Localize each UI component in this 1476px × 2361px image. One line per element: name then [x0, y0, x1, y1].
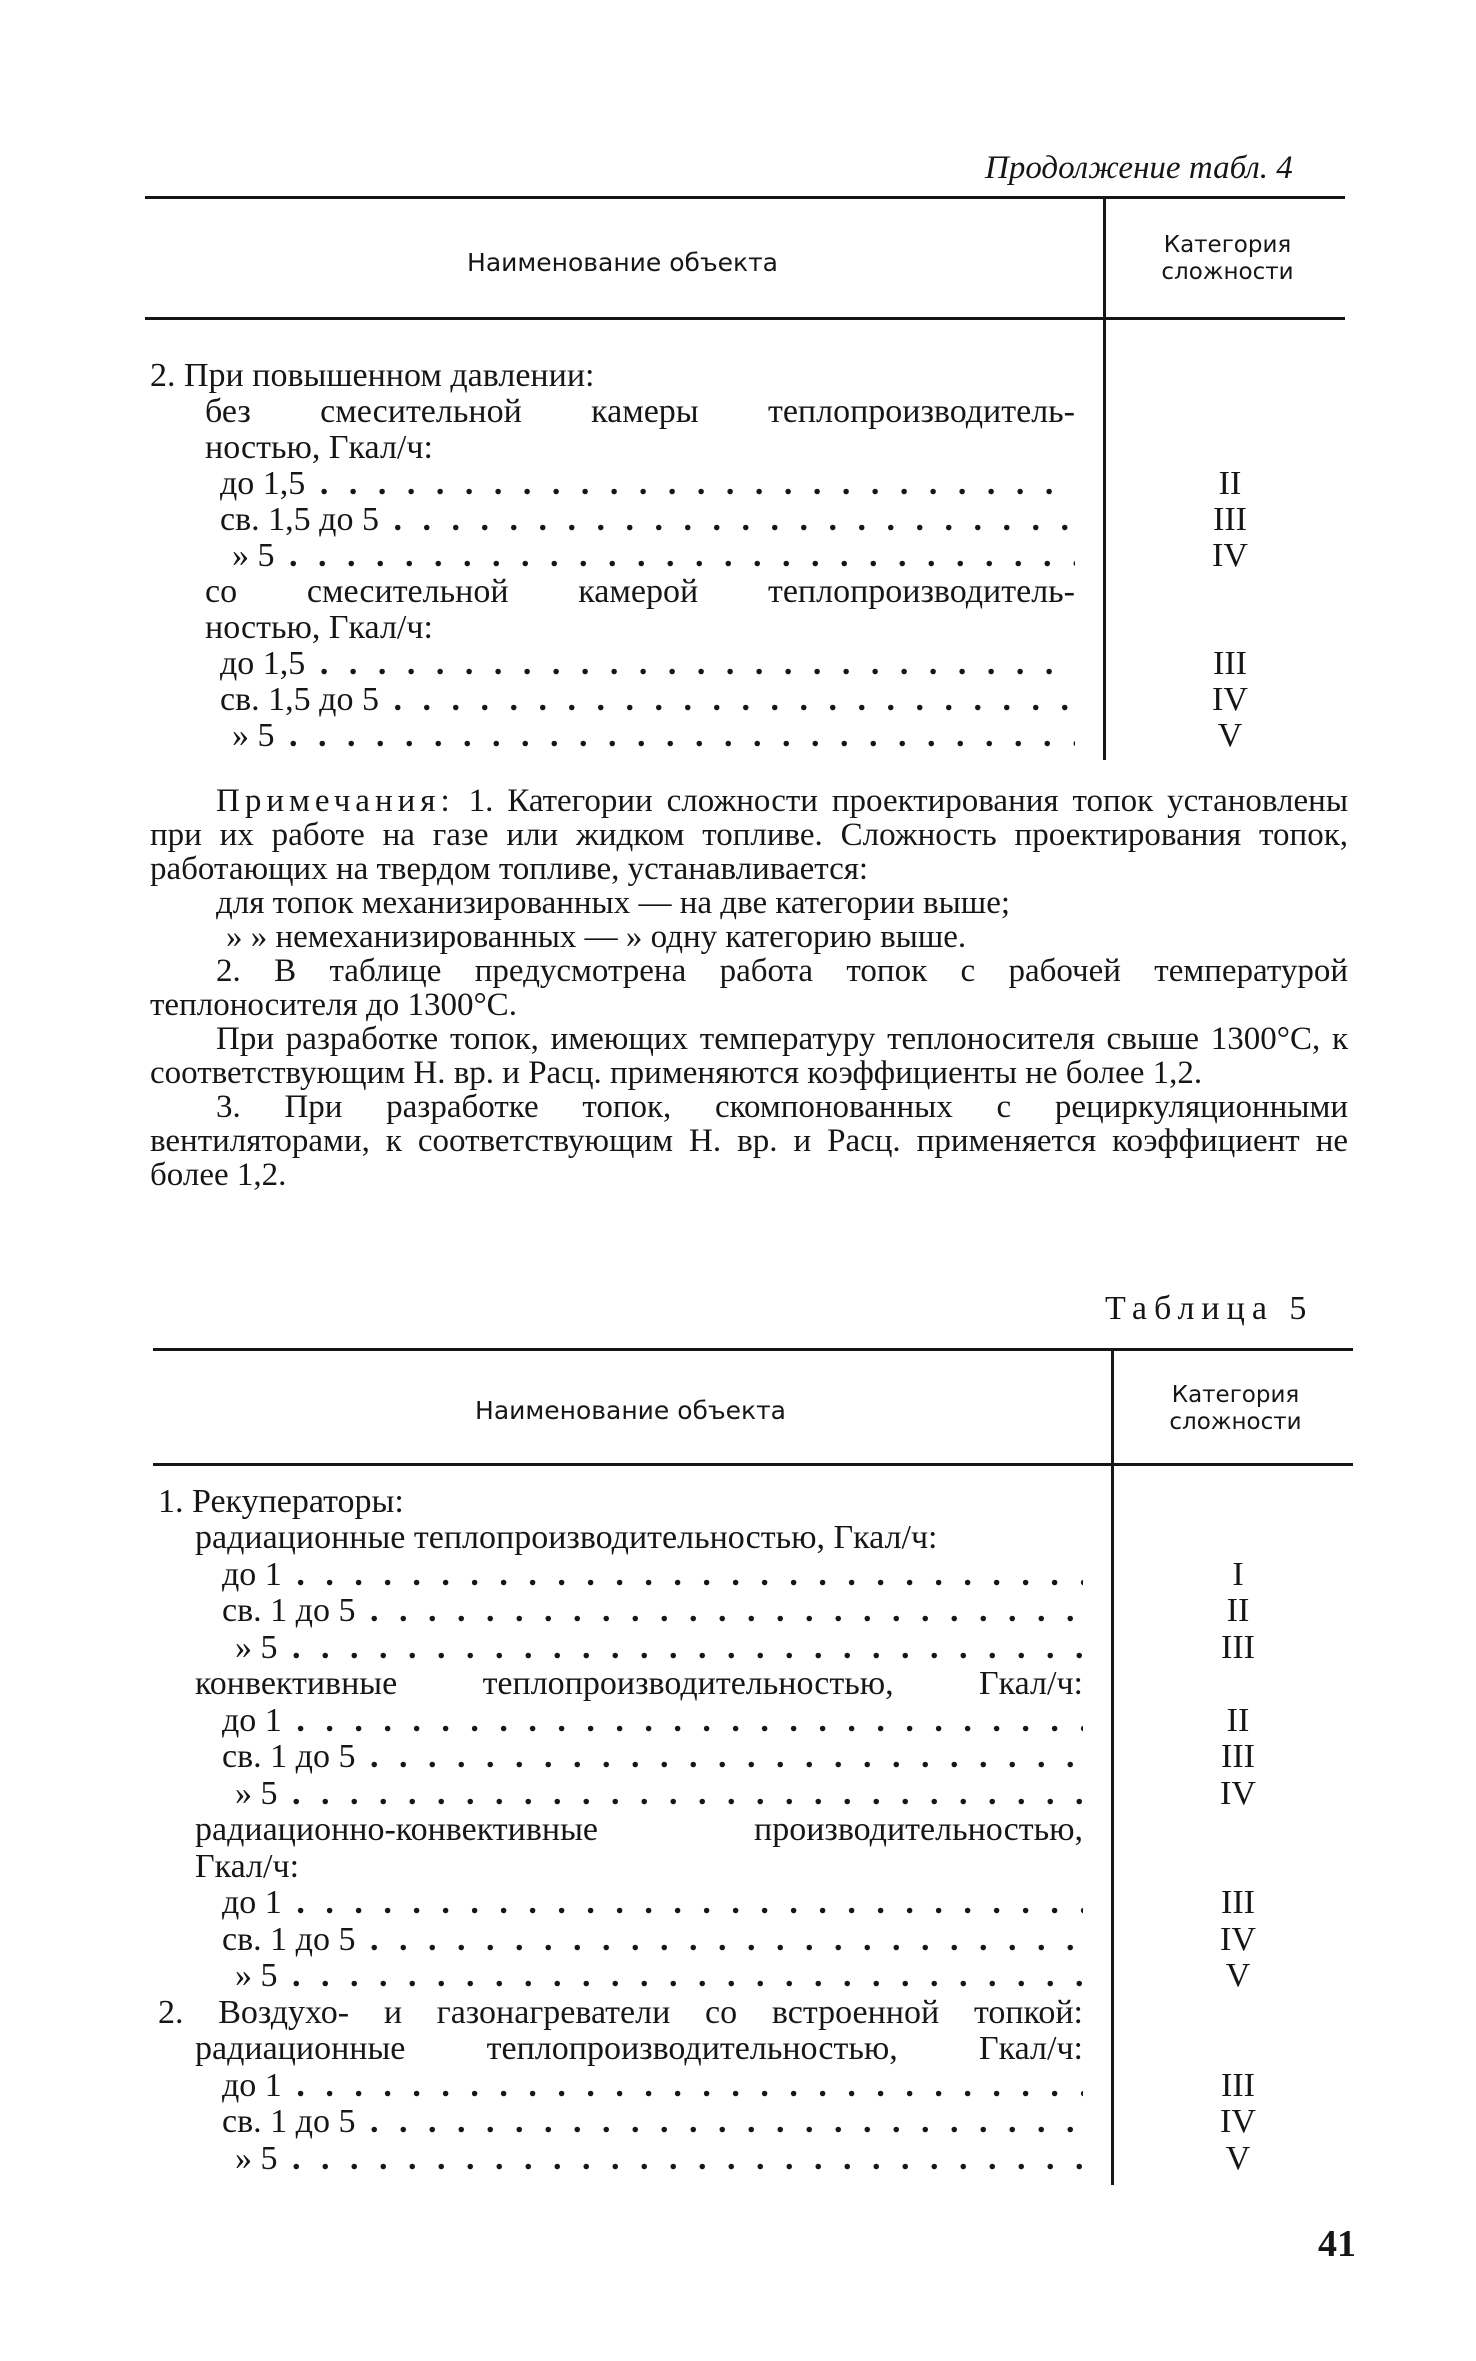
- table-row: » 5 . . .: [235, 1776, 1083, 1812]
- table-row: радиационные теплопроизводительностью, Гкал/ч:: [195, 1520, 938, 1556]
- table-row: св. 1 до 5 . . .: [222, 2104, 1083, 2140]
- table-row: » 5 . . .: [232, 538, 1075, 574]
- note-3: 3. При разработке топок, скомпонованных с рециркуляционными вентиляторами, к соответствующим Н. вр. и Расц. применяется коэффициент не более 1,2.: [150, 1089, 1348, 1193]
- table4-header-rule: [145, 317, 1345, 320]
- table-row: до 1,5 . . .: [220, 646, 1075, 682]
- table-row: со смесительной камерой теплопроизводитель-: [205, 574, 1075, 610]
- category-cell: III: [1213, 645, 1247, 682]
- table5-column-divider: [1111, 1350, 1114, 2185]
- table-row: ностью, Гкал/ч:: [205, 430, 433, 466]
- category-cell: I: [1232, 1556, 1244, 1593]
- table-row: радиационные теплопроизводительностью, Гкал/ч:: [195, 2031, 1083, 2067]
- table-row: радиационно-конвективные производительностью,: [195, 1812, 1083, 1848]
- category-cell: II: [1226, 1592, 1250, 1629]
- table-row: св. 1 до 5 . . .: [222, 1922, 1083, 1958]
- category-cell: II: [1218, 465, 1242, 502]
- page-number: 41: [1318, 2223, 1356, 2265]
- category-cell: V: [1225, 1957, 1251, 1994]
- category-cell: IV: [1220, 1921, 1256, 1958]
- table4-column-divider: [1103, 198, 1106, 760]
- table4-header-name: Наименование объекта: [467, 248, 778, 277]
- note-1a: для топок механизированных — на две категории выше;: [216, 885, 1011, 921]
- table-row: 1. Рекуператоры:: [158, 1484, 404, 1520]
- table-row: 2. При повышенном давлении:: [150, 358, 595, 394]
- notes-label: Примечания:: [216, 783, 455, 819]
- note-2b: При разработке топок, имеющих температуру теплоносителя свыше 1300°С, к соответствующим Н. вр. и Расц. применяются коэффициенты не более 1,2.: [150, 1021, 1348, 1091]
- table5-top-rule: [153, 1348, 1353, 1351]
- table-row: св. 1,5 до 5 . . .: [220, 502, 1075, 538]
- table-row: св. 1,5 до 5 . . .: [220, 682, 1075, 718]
- category-cell: III: [1221, 2067, 1255, 2104]
- table-row: » 5 . . .: [235, 1958, 1083, 1994]
- category-cell: III: [1213, 501, 1247, 538]
- table-row: » 5 . . .: [235, 1630, 1083, 1666]
- table-row: св. 1 до 5 . . .: [222, 1593, 1083, 1629]
- table5-header-category: Категория сложности: [1169, 1382, 1302, 1435]
- table4-top-rule: [145, 196, 1345, 199]
- table5-label: Таблица 5: [1105, 1290, 1314, 1327]
- note-1b: » » немеханизированных — » одну категорию выше.: [226, 919, 967, 955]
- table-row: » 5 . . .: [235, 2141, 1083, 2177]
- category-cell: IV: [1212, 537, 1248, 574]
- category-cell: IV: [1220, 1775, 1256, 1812]
- table-row: Гкал/ч:: [195, 1849, 300, 1885]
- category-cell: V: [1225, 2140, 1251, 2177]
- table-row: » 5 . . .: [232, 718, 1075, 754]
- category-cell: II: [1226, 1702, 1250, 1739]
- note-1: 1. Категории сложности проектирования топок установлены при их работе на газе или жидком топливе. Сложность проектирования топок, работающих на твердом топливе, устанавливается:: [150, 783, 1348, 887]
- category-cell: IV: [1212, 681, 1248, 718]
- table-row: ностью, Гкал/ч:: [205, 610, 433, 646]
- table-row: до 1 . . .: [222, 2068, 1083, 2104]
- table-row: до 1,5 . . .: [220, 466, 1075, 502]
- table-row: св. 1 до 5 . . .: [222, 1739, 1083, 1775]
- table-row: 2. Воздухо- и газонагреватели со встроенной топкой:: [158, 1995, 1083, 2031]
- table-continuation-caption: Продолжение табл. 4: [985, 150, 1293, 186]
- table-row: до 1 . . .: [222, 1703, 1083, 1739]
- table4-header-category: Категория сложности: [1161, 232, 1294, 285]
- category-cell: III: [1221, 1629, 1255, 1666]
- category-cell: IV: [1220, 2103, 1256, 2140]
- note-2: 2. В таблице предусмотрена работа топок с рабочей температурой теплоносителя до 1300°С.: [150, 953, 1348, 1023]
- table5-header-rule: [153, 1463, 1353, 1466]
- category-cell: III: [1221, 1738, 1255, 1775]
- category-cell: III: [1221, 1884, 1255, 1921]
- table-row: конвективные теплопроизводительностью, Гкал/ч:: [195, 1666, 1083, 1702]
- notes-block: [150, 784, 1348, 1192]
- table-row: до 1 . . .: [222, 1885, 1083, 1921]
- table-row: до 1 . . .: [222, 1557, 1083, 1593]
- table-row: без смесительной камеры теплопроизводитель-: [205, 394, 1075, 430]
- category-cell: V: [1217, 717, 1243, 754]
- table5-header-name: Наименование объекта: [475, 1396, 786, 1425]
